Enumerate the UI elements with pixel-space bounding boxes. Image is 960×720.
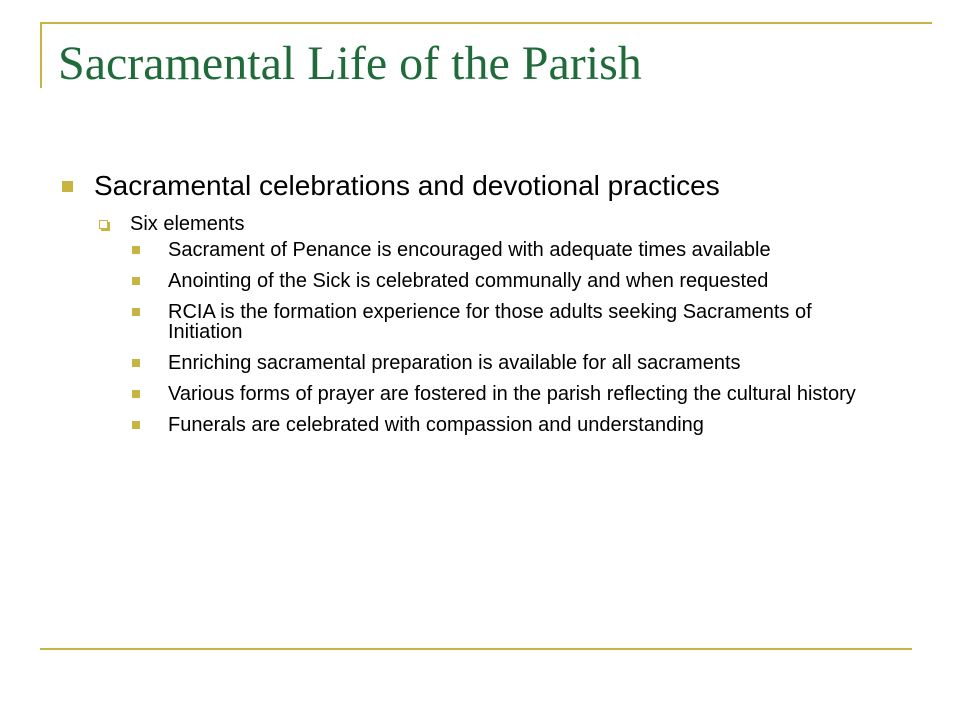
square-bullet-icon	[132, 421, 140, 429]
bullet-level2-text: Six elements	[130, 213, 245, 235]
bullet-level2	[94, 210, 920, 238]
bullet-level1	[60, 168, 920, 204]
list-item-text: Sacrament of Penance is encouraged with adequate times available	[168, 239, 771, 261]
list-item-text: Various forms of prayer are fostered in the parish reflecting the cultural history	[168, 383, 856, 405]
elements-list	[130, 240, 920, 435]
list-item	[130, 271, 868, 291]
left-rule	[40, 22, 42, 88]
square-bullet-icon	[132, 390, 140, 398]
top-rule	[40, 22, 932, 24]
list-item	[130, 384, 868, 404]
square-bullet-icon	[132, 277, 140, 285]
list-item	[130, 302, 868, 342]
list-item-text: Enriching sacramental preparation is available for all sacraments	[168, 352, 741, 374]
bottom-rule	[40, 648, 912, 650]
list-item-text: Funerals are celebrated with compassion and understanding	[168, 414, 704, 436]
list-item	[130, 353, 868, 373]
bullet-level1-text: Sacramental celebrations and devotional practices	[94, 170, 720, 201]
square-bullet-icon	[132, 308, 140, 316]
square-bullet-icon	[132, 359, 140, 367]
shadowed-box-bullet-icon	[99, 220, 108, 229]
list-item	[130, 240, 868, 260]
slide-title: Sacramental Life of the Parish	[58, 37, 642, 90]
list-item-text: Anointing of the Sick is celebrated communally and when requested	[168, 270, 769, 292]
slide-body	[60, 168, 920, 446]
list-item	[130, 415, 868, 435]
square-bullet-icon	[62, 181, 73, 192]
list-item-text: RCIA is the formation experience for those adults seeking Sacraments of Initiation	[168, 301, 812, 343]
square-bullet-icon	[132, 246, 140, 254]
